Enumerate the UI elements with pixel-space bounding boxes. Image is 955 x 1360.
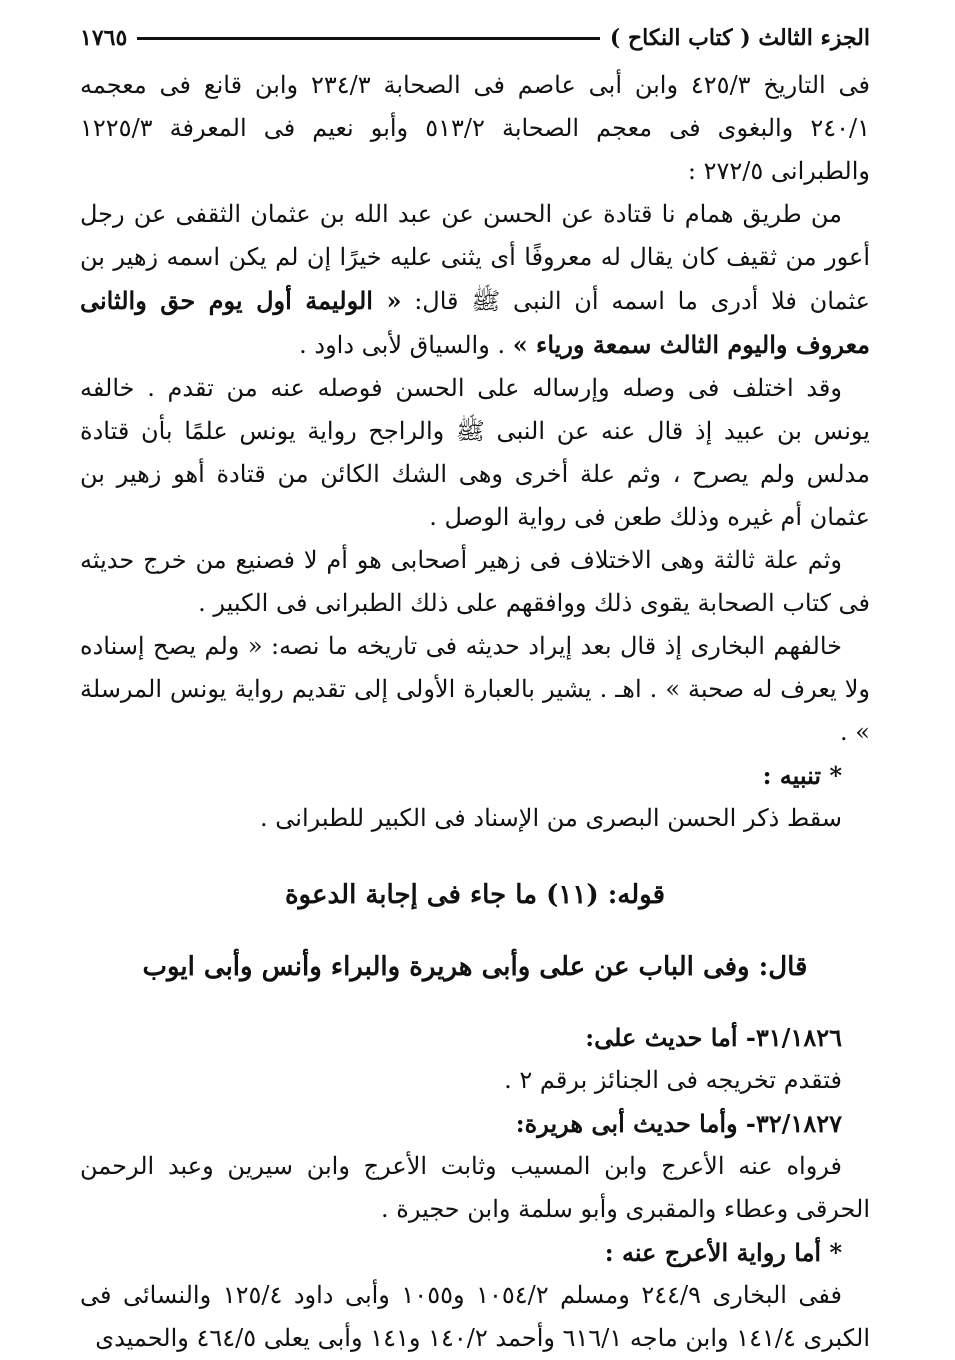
page-header	[80, 18, 870, 58]
section-title: قوله: (١١) ما جاء فى إجابة الدعوة	[284, 880, 666, 910]
paragraph-discussion: وقد اختلف فى وصله وإرساله على الحسن فوصله عنه من تقدم . خالفه يونس بن عبيد إذ قال عنه عن النبى ﷺ والراجح رواية يونس علمًا بأن قتادة مدلس ولم يصرح ، وثم علة أخرى وهى الشك الكائن من قتادة أهو زهير بن عثمان أم غيره وذلك طعن فى رواية الوصل .	[80, 374, 870, 531]
hadith-quote: « الوليمة أول يوم حق والثانى معروف واليوم الثالث سمعة ورياء »	[80, 286, 870, 359]
running-title: الجزء الثالث ( كتاب النكاح )	[609, 25, 870, 51]
heading-ali: ٣١/١٨٢٦- أما حديث على:	[585, 1023, 842, 1052]
note-text: سقط ذكر الحسن البصرى من الإسناد فى الكبير للطبرانى .	[260, 804, 842, 832]
chain-text: من طريق همام نا قتادة عن الحسن عن عبد الله بن عثمان الثقفى عن رجل أعور من ثقيف كان يقال له معروفًا أى يثنى عليه خيرًا إن لم يكن اسمه زهير بن عثمان فلا أدرى ما اسمه أن النبى ﷺ قال:	[80, 200, 871, 315]
page-number: ١٧٦٥	[80, 25, 128, 51]
section-subtitle: قال: وفى الباب عن على وأبى هريرة والبراء وأنس وأبى ايوب	[142, 952, 808, 982]
paragraph-third-cause: وثم علة ثالثة وهى الاختلاف فى زهير أصحابى هو أم لا فصنيع من خرج حديثه فى كتاب الصحابة يقوى ذلك ووافقهم على ذلك الطبرانى فى الكبير .	[80, 546, 870, 617]
chain-text-end: . والسياق لأبى داود .	[299, 331, 513, 359]
paragraph-chain	[80, 193, 870, 367]
page	[80, 18, 870, 1360]
spacer	[80, 840, 870, 846]
text-abu-hurayra: فرواه عنه الأعرج وابن المسيب وثابت الأعرج وابن سيرين وعبد الرحمن الحرقى وعطاء والمقبرى وأبو سلمة وابن حجيرة .	[80, 1152, 870, 1223]
text-ali: فتقدم تخريجه فى الجنائز برقم ٢ .	[504, 1066, 842, 1094]
text-araj: ففى البخارى ٢٤٤/٩ ومسلم ١٠٥٤/٢ و١٠٥٥ وأبى داود ١٢٥/٤ والنسائى فى الكبرى ١٤١/٤ وابن ماجه ٦١٦/١ وأحمد ١٤٠/٢ و١٤١ وأبى يعلى ٤٦٤/٥ والحميدى	[80, 1281, 870, 1352]
note-title: * تنبيه :	[762, 761, 842, 790]
heading-abu-hurayra: ٣٢/١٨٢٧- وأما حديث أبى هريرة:	[515, 1109, 842, 1138]
heading-araj: * أما رواية الأعرج عنه :	[604, 1238, 842, 1267]
paragraph-bukhari: خالفهم البخارى إذ قال بعد إيراد حديثه فى تاريخه ما نصه: « ولم يصح إسناده ولا يعرف له صحبة » . اهـ . يشير بالعبارة الأولى إلى تقديم رواية يونس المرسلة » .	[80, 632, 870, 746]
paragraph-sources: فى التاريخ ٤٢٥/٣ وابن أبى عاصم فى الصحابة ٢٣٤/٣ وابن قانع فى معجمه ٢٤٠/١ والبغوى فى معجم الصحابة ٥١٣/٢ وأبو نعيم فى المعرفة ١٢٢٥/٣ والطبرانى ٢٧٢/٥ :	[80, 71, 871, 185]
header-rule	[137, 37, 600, 40]
page-body	[80, 64, 870, 1360]
